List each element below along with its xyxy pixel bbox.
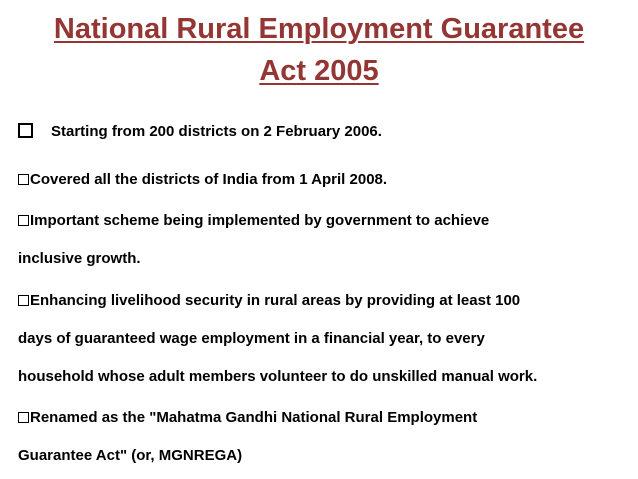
bullet-3-line-1: Important scheme being implemented by government to achieve bbox=[30, 212, 490, 229]
checkbox-square-icon bbox=[18, 123, 33, 138]
checkbox-square-icon bbox=[18, 215, 29, 226]
bullet-4 bbox=[18, 282, 628, 396]
bullet-4-line-2: days of guaranteed wage employment in a financial year, to every bbox=[18, 330, 485, 347]
bullet-5-line-2: Guarantee Act" (or, MGNREGA) bbox=[18, 447, 243, 464]
bullet-3 bbox=[18, 202, 628, 278]
bullet-2-line-1: Covered all the districts of India from 1 April 2008. bbox=[30, 171, 388, 188]
bullet-3-line-2: inclusive growth. bbox=[18, 250, 141, 267]
bullet-5-line-1: Renamed as the "Mahatma Gandhi National Rural Employment bbox=[30, 409, 478, 426]
bullet-4-line-3: household whose adult members volunteer to do unskilled manual work. bbox=[18, 368, 538, 385]
title-line-2: Act 2005 bbox=[259, 55, 379, 87]
slide-title bbox=[0, 8, 638, 92]
bullet-5 bbox=[18, 399, 628, 475]
bullet-1-line-1: Starting from 200 districts on 2 February 2006. bbox=[51, 123, 382, 140]
checkbox-square-icon bbox=[18, 412, 29, 423]
bullet-4-line-1: Enhancing livelihood security in rural areas by providing at least 100 bbox=[30, 292, 521, 309]
bullet-1 bbox=[18, 113, 628, 151]
bullet-2 bbox=[18, 161, 628, 199]
title-line-1: National Rural Employment Guarantee bbox=[53, 13, 585, 45]
checkbox-square-icon bbox=[18, 295, 29, 306]
checkbox-square-icon bbox=[18, 174, 29, 185]
